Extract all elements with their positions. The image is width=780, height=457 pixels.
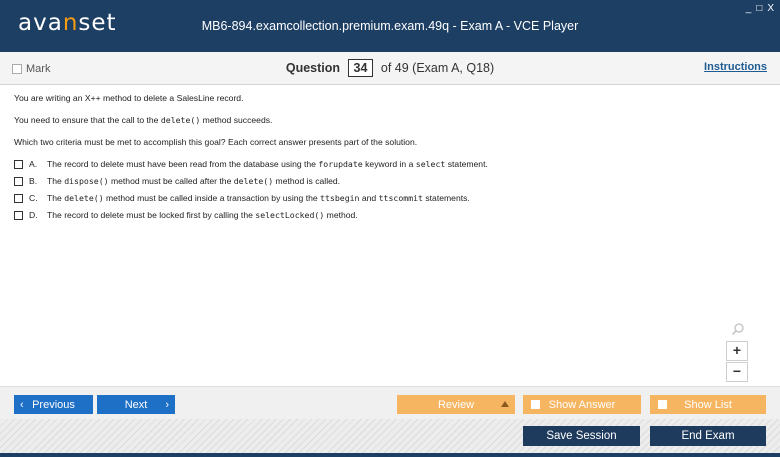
search-icon[interactable] xyxy=(726,322,750,340)
zoom-controls xyxy=(726,322,750,382)
chevron-right-icon: › xyxy=(165,398,169,411)
answer-option-b[interactable]: B. The dispose() method must be called after the delete() method is called. xyxy=(14,175,764,187)
title-bar xyxy=(0,0,780,52)
answer-option-d[interactable]: D. The record to delete must be locked first by calling the selectLocked() method. xyxy=(14,209,764,221)
answer-checkbox[interactable] xyxy=(14,211,23,220)
chevron-left-icon: ‹ xyxy=(20,398,24,411)
previous-button[interactable]: ‹ Previous xyxy=(14,395,93,414)
mark-label: Mark xyxy=(26,63,51,75)
save-session-button[interactable]: Save Session xyxy=(523,426,640,446)
answer-option-c[interactable]: C. The delete() method must be called inside a transaction by using the ttsbegin and ttscommit statements. xyxy=(14,192,764,204)
caret-up-icon xyxy=(501,401,509,407)
app-logo: avanset xyxy=(18,10,117,36)
question-number-input[interactable]: 34 xyxy=(348,59,374,77)
review-button[interactable]: Review xyxy=(397,395,515,414)
minimize-button[interactable]: _ xyxy=(745,3,752,14)
question-label: Question xyxy=(285,61,341,75)
show-list-button[interactable]: Show List xyxy=(650,395,766,414)
answer-text: The record to delete must have been read from the database using the forupdate keyword in a select statement. xyxy=(47,159,488,169)
maximize-button[interactable]: □ xyxy=(756,3,763,14)
checkbox-icon xyxy=(658,400,667,409)
answer-text: The delete() method must be called inside a transaction by using the ttsbegin and ttscommit statements. xyxy=(47,193,470,203)
answer-checkbox[interactable] xyxy=(14,194,23,203)
answer-option-a[interactable]: A. The record to delete must have been read from the database using the forupdate keyword in a select statement. xyxy=(14,158,764,170)
instructions-link[interactable]: Instructions xyxy=(704,61,767,73)
question-line-1: You are writing an X++ method to delete a SalesLine record. xyxy=(14,93,244,103)
checkbox-icon xyxy=(531,400,540,409)
footer-bar xyxy=(0,419,780,457)
question-of-text: of 49 (Exam A, Q18) xyxy=(380,61,495,75)
answer-text: The record to delete must be locked first by calling the selectLocked() method. xyxy=(47,210,358,220)
answer-text: The dispose() method must be called after the delete() method is called. xyxy=(47,176,341,186)
window-controls xyxy=(746,3,774,14)
question-counter xyxy=(0,59,780,77)
window-title: MB6-894.examcollection.premium.exam.49q - Exam A - VCE Player xyxy=(201,19,579,33)
zoom-in-button[interactable]: + xyxy=(726,341,748,361)
question-line-3: Which two criteria must be met to accomplish this goal? Each correct answer presents part of the solution. xyxy=(14,137,418,147)
answer-checkbox[interactable] xyxy=(14,160,23,169)
end-exam-button[interactable]: End Exam xyxy=(650,426,766,446)
navigation-bar xyxy=(0,386,780,419)
question-line-2: You need to ensure that the call to the delete() method succeeds. xyxy=(14,115,273,125)
answer-checkbox[interactable] xyxy=(14,177,23,186)
question-header xyxy=(0,52,780,85)
bottom-border xyxy=(0,453,780,457)
next-button[interactable]: Next › xyxy=(97,395,175,414)
show-answer-button[interactable]: Show Answer xyxy=(523,395,641,414)
question-content xyxy=(14,92,764,226)
close-button[interactable]: X xyxy=(767,3,774,14)
zoom-out-button[interactable]: − xyxy=(726,362,748,382)
